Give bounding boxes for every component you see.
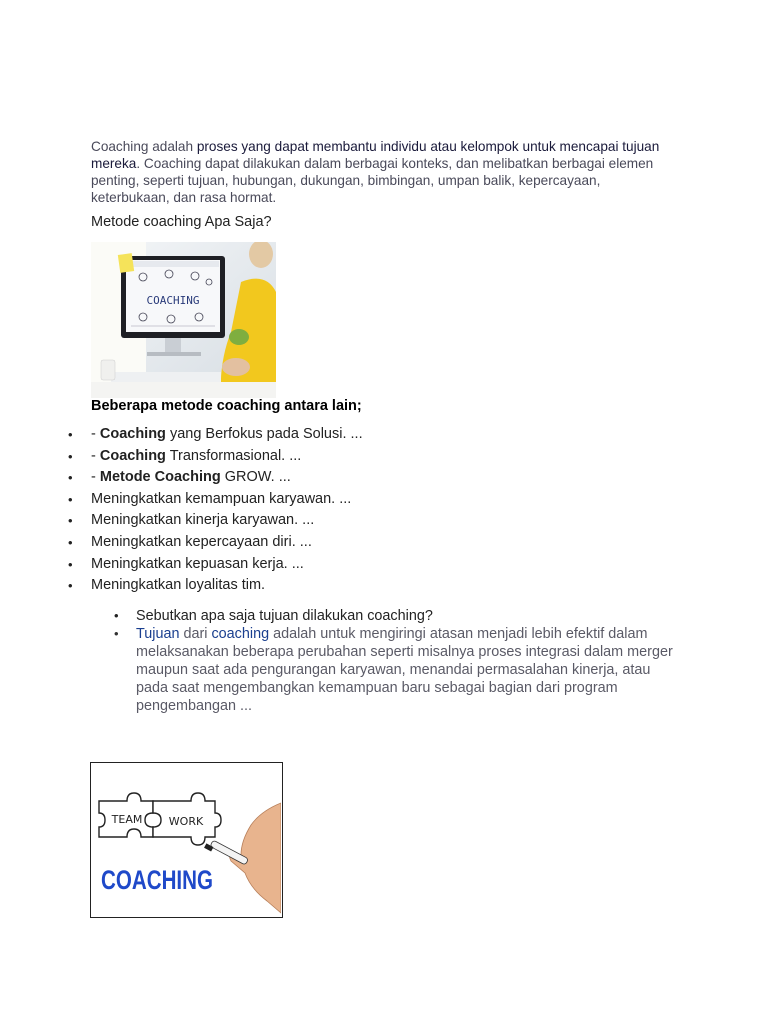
tujuan-link[interactable]: Tujuan: [136, 626, 180, 642]
sub-list: [114, 607, 676, 715]
item-prefix: -: [91, 426, 100, 442]
intro-text-2: . Coaching dapat dilakukan dalam berbagai konteks, dan melibatkan berbagai elemen penting, seperti tujuan, hubungan, dukungan, bimbingan, umpan balik, kepercayaan, keterbukaan, dan rasa hormat.: [91, 156, 654, 205]
list-item: [68, 424, 691, 446]
bullet-icon: •: [68, 578, 73, 594]
puzzle-team-text: TEAM: [111, 813, 143, 826]
item-bold: Coaching: [99, 447, 166, 464]
screen-coaching-text: COACHING: [146, 294, 200, 307]
sub-question-item: [114, 607, 676, 625]
big-coaching-text: COACHING: [101, 865, 213, 895]
item-text: Meningkatkan kepercayaan diri. ...: [91, 533, 312, 550]
answer-text-1: dari: [179, 626, 212, 642]
coaching-link[interactable]: coaching: [211, 626, 270, 642]
intro-paragraph: [91, 138, 681, 206]
bullet-icon: •: [68, 427, 73, 442]
list-item: [68, 532, 691, 554]
bullet-icon: •: [68, 534, 73, 550]
item-text: GROW. ...: [220, 469, 291, 486]
bullet-icon: •: [68, 491, 73, 507]
list-item: [68, 554, 691, 576]
bullet-icon: •: [68, 556, 73, 572]
item-text: Meningkatkan kinerja karyawan. ...: [91, 512, 315, 529]
teamwork-coaching-image: [90, 762, 283, 918]
bullet-icon: •: [68, 470, 73, 486]
answer-text-2: adalah untuk mengiringi atasan menjadi lebih efektif dalam melaksanakan beberapa perubahan seperti misalnya proses integrasi dalam merger maupun saat ada pengurangan karyawan, menandai permasalahan kinerja, atau pada saat mengembangkan kemampuan baru sebagai bagian dari program pengembangan ...: [136, 626, 673, 714]
list-item: [68, 575, 691, 597]
intro-highlight: proses yang dapat membantu individu atau kelompok untuk mencapai tujuan mereka: [91, 139, 660, 171]
list-item: [68, 467, 691, 489]
item-prefix: -: [91, 447, 100, 464]
bullet-icon: •: [114, 626, 119, 641]
list-item: [68, 510, 691, 532]
item-text: Meningkatkan kemampuan karyawan. ...: [91, 490, 352, 507]
question-heading: Metode coaching Apa Saja?: [91, 214, 272, 230]
bullet-icon: •: [68, 513, 73, 529]
coaching-computer-image: [91, 242, 276, 398]
item-text: yang Berfokus pada Solusi. ...: [165, 426, 363, 442]
puzzle-work-text: WORK: [168, 815, 204, 828]
intro-text-1: Coaching adalah: [91, 139, 197, 154]
item-text: Meningkatkan loyalitas tim.: [91, 577, 266, 594]
item-prefix: -: [91, 469, 100, 486]
bullet-icon: •: [68, 448, 73, 464]
item-text: Transformasional. ...: [165, 447, 302, 464]
sub-answer-item: [114, 625, 676, 715]
item-text: Meningkatkan kepuasan kerja. ...: [91, 555, 304, 572]
item-bold: Metode Coaching: [99, 469, 221, 486]
item-bold: Coaching: [99, 426, 166, 442]
bullet-icon: •: [114, 608, 119, 623]
sub-question-text: Sebutkan apa saja tujuan dilakukan coaching?: [136, 608, 433, 624]
list-item: [68, 446, 691, 468]
list-item: [68, 489, 691, 511]
methods-list: [68, 424, 691, 597]
methods-heading: Beberapa metode coaching antara lain;: [91, 398, 362, 414]
